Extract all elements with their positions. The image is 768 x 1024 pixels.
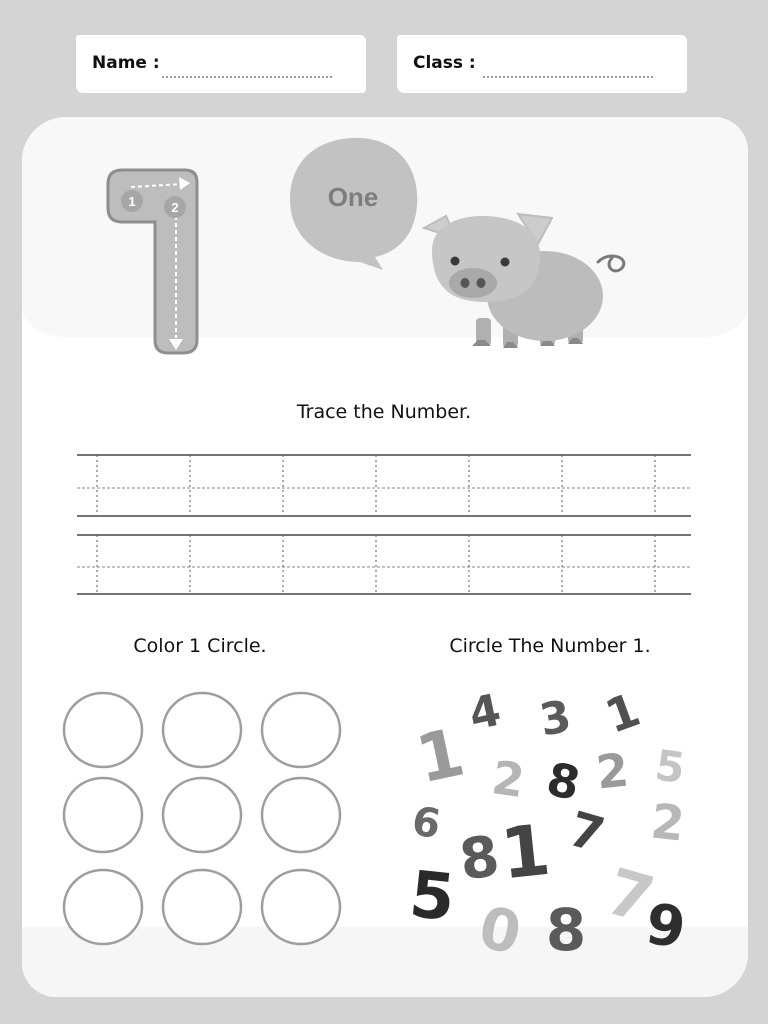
circle-task-title: Circle The Number 1. [449, 635, 651, 657]
color-circle[interactable] [262, 693, 340, 767]
number-glyph[interactable]: 9 [641, 891, 690, 962]
color-circle[interactable] [64, 778, 142, 852]
number-glyph[interactable]: 6 [408, 798, 444, 849]
big-number-one [108, 170, 197, 353]
color-circle[interactable] [262, 778, 340, 852]
number-glyph[interactable]: 5 [652, 740, 688, 793]
pig-icon [424, 214, 624, 348]
number-glyph[interactable]: 4 [464, 684, 506, 741]
trace-title: Trace the Number. [296, 401, 472, 423]
number-glyph[interactable]: 2 [488, 750, 528, 809]
number-glyph[interactable]: 5 [406, 857, 459, 937]
color-circle[interactable] [163, 778, 241, 852]
speech-bubble [290, 138, 417, 270]
name-label: Name : [92, 53, 160, 73]
color-circle[interactable] [163, 870, 241, 944]
number-glyph[interactable]: 8 [542, 751, 585, 812]
step-1-label: 1 [128, 194, 136, 209]
number-glyph[interactable]: 7 [562, 801, 611, 865]
step-2-label: 2 [171, 200, 179, 215]
number-glyph[interactable]: 1 [496, 808, 555, 896]
trace-row[interactable] [77, 535, 691, 594]
color-circles [64, 693, 340, 944]
color-circle[interactable] [163, 693, 241, 767]
trace-grid [77, 455, 691, 594]
number-glyph[interactable]: 2 [648, 793, 688, 853]
number-glyph[interactable]: 1 [598, 682, 647, 744]
color-circle[interactable] [64, 693, 142, 767]
number-glyph[interactable]: 8 [545, 896, 587, 964]
speech-word: One [327, 182, 379, 212]
color-circle[interactable] [64, 870, 142, 944]
number-glyph[interactable]: 2 [593, 742, 632, 800]
number-glyph[interactable]: 7 [598, 855, 662, 939]
number-glyph[interactable]: 8 [455, 823, 504, 894]
class-label: Class : [413, 53, 476, 73]
color-circle[interactable] [262, 870, 340, 944]
trace-row[interactable] [77, 455, 691, 516]
number-cloud [406, 682, 689, 968]
number-glyph[interactable]: 3 [535, 690, 575, 747]
number-glyph[interactable]: 1 [409, 713, 471, 799]
number-glyph[interactable]: 0 [473, 892, 527, 968]
color-task-title: Color 1 Circle. [133, 635, 267, 657]
